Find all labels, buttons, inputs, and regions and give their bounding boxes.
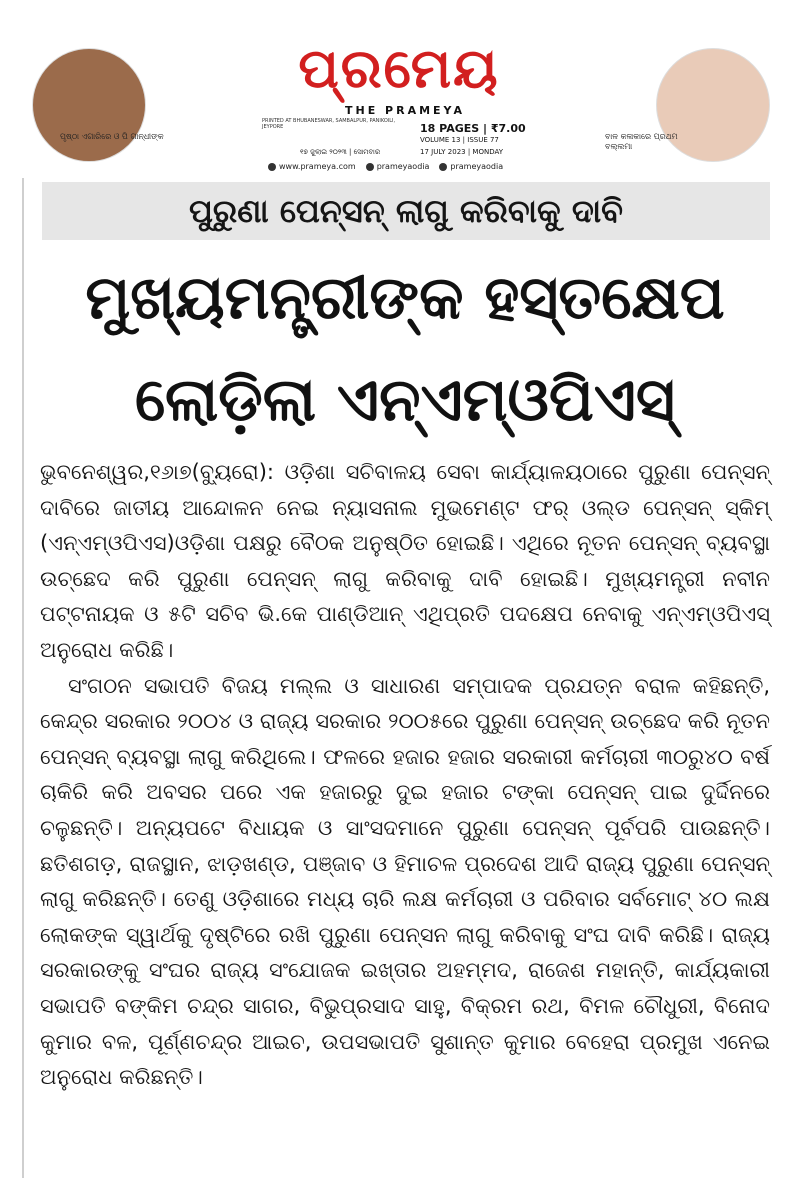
masthead [0, 0, 798, 178]
right-photo-caption: ବାଳ କଳାକାରେ ପ୍ରଥମ ବଲ୍ଲମା [605, 132, 678, 151]
twitter-handle: prameyaodia [376, 162, 430, 171]
globe-icon [268, 163, 276, 171]
volume-issue: VOLUME 13 | ISSUE 77 [420, 136, 499, 144]
paragraph-1: ଭୁବନେଶ୍ୱର,୧୬ା୭(ବ୍ୟୁରୋ): ଓଡ଼ିଶା ସଚିବାଳୟ ସେବା କାର୍ଯ୍ୟାଳୟଠାରେ ପୁରୁଣା ପେନ୍‌ସନ୍ ଦାବିରେ ଜାତୀୟ ଆନ୍ଦୋଳନ ନେଇ ନ୍ୟାସନାଲ ମୁଭମେଣ୍ଟ ଫର୍ ଓଲ୍ଡ ପେନ୍‌ସନ୍ ସ୍କିମ୍ (ଏନ୍‌ଏମ୍‌ଓପିଏସ)ଓଡ଼ିଶା ପକ୍ଷରୁ ବୈଠକ ଅନୁଷ୍ଠିତ ହୋଇଛି। ଏଥିରେ ନୂତନ ପେନ୍‌ସନ୍ ବ୍ୟବସ୍ଥା ଉଚ୍ଛେଦ କରି ପୁରୁଣା ପେନ୍‌ସନ୍ ଲାଗୁ କରିବାକୁ ଦାବି ହୋଇଛି। ମୁଖ୍ୟମନ୍ତ୍ରୀ ନବୀନ ପଟ୍ଟନାୟକ ଓ ୫ଟି ସଚିବ ଭି.କେ ପାଣ୍ଡିଆନ୍ ଏଥିପ୍ରତି ପଦକ୍ଷେପ ନେବାକୁ ଏନ୍‌ଏମ୍‌ଓପିଏସ୍ ଅନୁରୋଧ କରିଛି। [40, 460, 770, 662]
left-portrait-photo [32, 48, 146, 162]
newspaper-logo-subtitle: THE PRAMEYA [345, 104, 465, 117]
website-link[interactable] [268, 162, 356, 171]
facebook-link[interactable] [439, 162, 503, 171]
facebook-handle: prameyaodia [450, 162, 504, 171]
article-body [40, 455, 770, 1096]
twitter-link[interactable] [366, 162, 430, 171]
facebook-icon [439, 163, 447, 171]
website-text: www.prameya.com [279, 162, 356, 171]
twitter-icon [366, 163, 374, 171]
headline-line-1: ମୁଖ୍ୟମନ୍ତ୍ରୀଙ୍କ ହସ୍ତକ୍ଷେପ [85, 263, 725, 333]
left-photo-caption: ପୃଷ୍ଠା ଏଗାରିରେ ଓ ପି ଗାନ୍ଧୀଙ୍କ [60, 132, 164, 141]
headline-line-2: ଲୋଡ଼ିଲା ଏନ୍‌ଏମ୍‌ଓପିଏସ୍ [134, 365, 676, 435]
newspaper-logo: ପ୍ରମେୟ [298, 37, 500, 100]
edition-date: 17 JULY 2023 | MONDAY [420, 148, 503, 156]
printed-at-line: PRINTED AT BHUBANESWAR, SAMBALPUR, PANIKOILI, JEYPORE [262, 118, 396, 130]
pages-price: 18 PAGES | ₹7.00 [420, 122, 526, 135]
social-links [268, 162, 538, 171]
edition-date-odia: ୧୭ ଜୁଲାଇ ୨୦୨୩ | ସୋମବାର [300, 148, 381, 156]
article-kicker: ପୁରୁଣା ପେନ୍‌ସନ୍ ଲାଗୁ କରିବାକୁ ଦାବି [42, 182, 770, 240]
paragraph-2: ସଂଗଠନ ସଭାପତି ବିଜୟ ମଲ୍ଲ ଓ ସାଧାରଣ ସମ୍ପାଦକ ପ୍ରଯତ୍ନ ବରାଳ କହିଛନ୍ତି, କେନ୍ଦ୍ର ସରକାର ୨୦୦୪ ଓ ରାଜ୍ୟ ସରକାର ୨୦୦୫ରେ ପୁରୁଣା ପେନ୍‌ସନ୍ ଉଚ୍ଛେଦ କରି ନୂତନ ପେନ୍‌ସନ୍ ବ୍ୟବସ୍ଥା ଲାଗୁ କରିଥିଲେ। ଫଳରେ ହଜାର ହଜାର ସରକାରୀ କର୍ମଚାରୀ ୩୦ରୁ୪୦ ବର୍ଷ ଚାକିରି କରି ଅବସର ପରେ ଏକ ହଜାରରୁ ଦୁଇ ହଜାର ଟଙ୍କା ପେନ୍‌ସନ୍ ପାଇ ଦୁର୍ଦ୍ଦିନରେ ଚଳୁଛନ୍ତି। ଅନ୍ୟପଟେ ବିଧାୟକ ଓ ସାଂସଦମାନେ ପୁରୁଣା ପେନ୍‌ସନ୍ ପୂର୍ବପରି ପାଉଛନ୍ତି। ଛତିଶଗଡ଼, ରାଜସ୍ଥାନ, ଝାଡ଼ଖଣ୍ଡ, ପଞ୍ଜାବ ଓ ହିମାଚଳ ପ୍ରଦେଶ ଆଦି ରାଜ୍ୟ ପୁରୁଣା ପେନ୍‌ସନ୍ ଲାଗୁ କରିଛନ୍ତି। ତେଣୁ ଓଡ଼ିଶାରେ ମଧ୍ୟ ଚାରି ଲକ୍ଷ କର୍ମଚାରୀ ଓ ପରିବାର ସର୍ବମୋଟ୍ ୪୦ ଲକ୍ଷ ଲୋକଙ୍କ ସ୍ୱାର୍ଥକୁ ଦୃଷ୍ଟିରେ ରଖି ପୁରୁଣା ପେନ୍‌ସନ ଲାଗୁ କରିବାକୁ ସଂଘ ଦାବି କରିଛି। ରାଜ୍ୟ ସରକାରଙ୍କୁ ସଂଘର ରାଜ୍ୟ ସଂଯୋଜକ ଇଖ୍‌ତାର ଅହମ୍ମଦ, ରାଜେଶ ମହାନ୍ତି, କାର୍ଯ୍ୟକାରୀ ସଭାପତି ବଙ୍କିମ ଚନ୍ଦ୍ର ସାଗର, ବିଭୁପ୍ରସାଦ ସାହୁ, ବିକ୍ରମ ରଥ, ବିମଳ ଚୌଧୁରୀ, ବିନୋଦ କୁମାର ବଳ, ପୂର୍ଣ୍ଣଚନ୍ଦ୍ର ଆଇଚ, ଉପସଭାପତି ସୁଶାନ୍ତ କୁମାର ବେହେରା ପ୍ରମୁଖ ଏନେଇ ଅନୁରୋଧ କରିଛନ୍ତି। [40, 673, 770, 1090]
column-rule [22, 178, 24, 1178]
